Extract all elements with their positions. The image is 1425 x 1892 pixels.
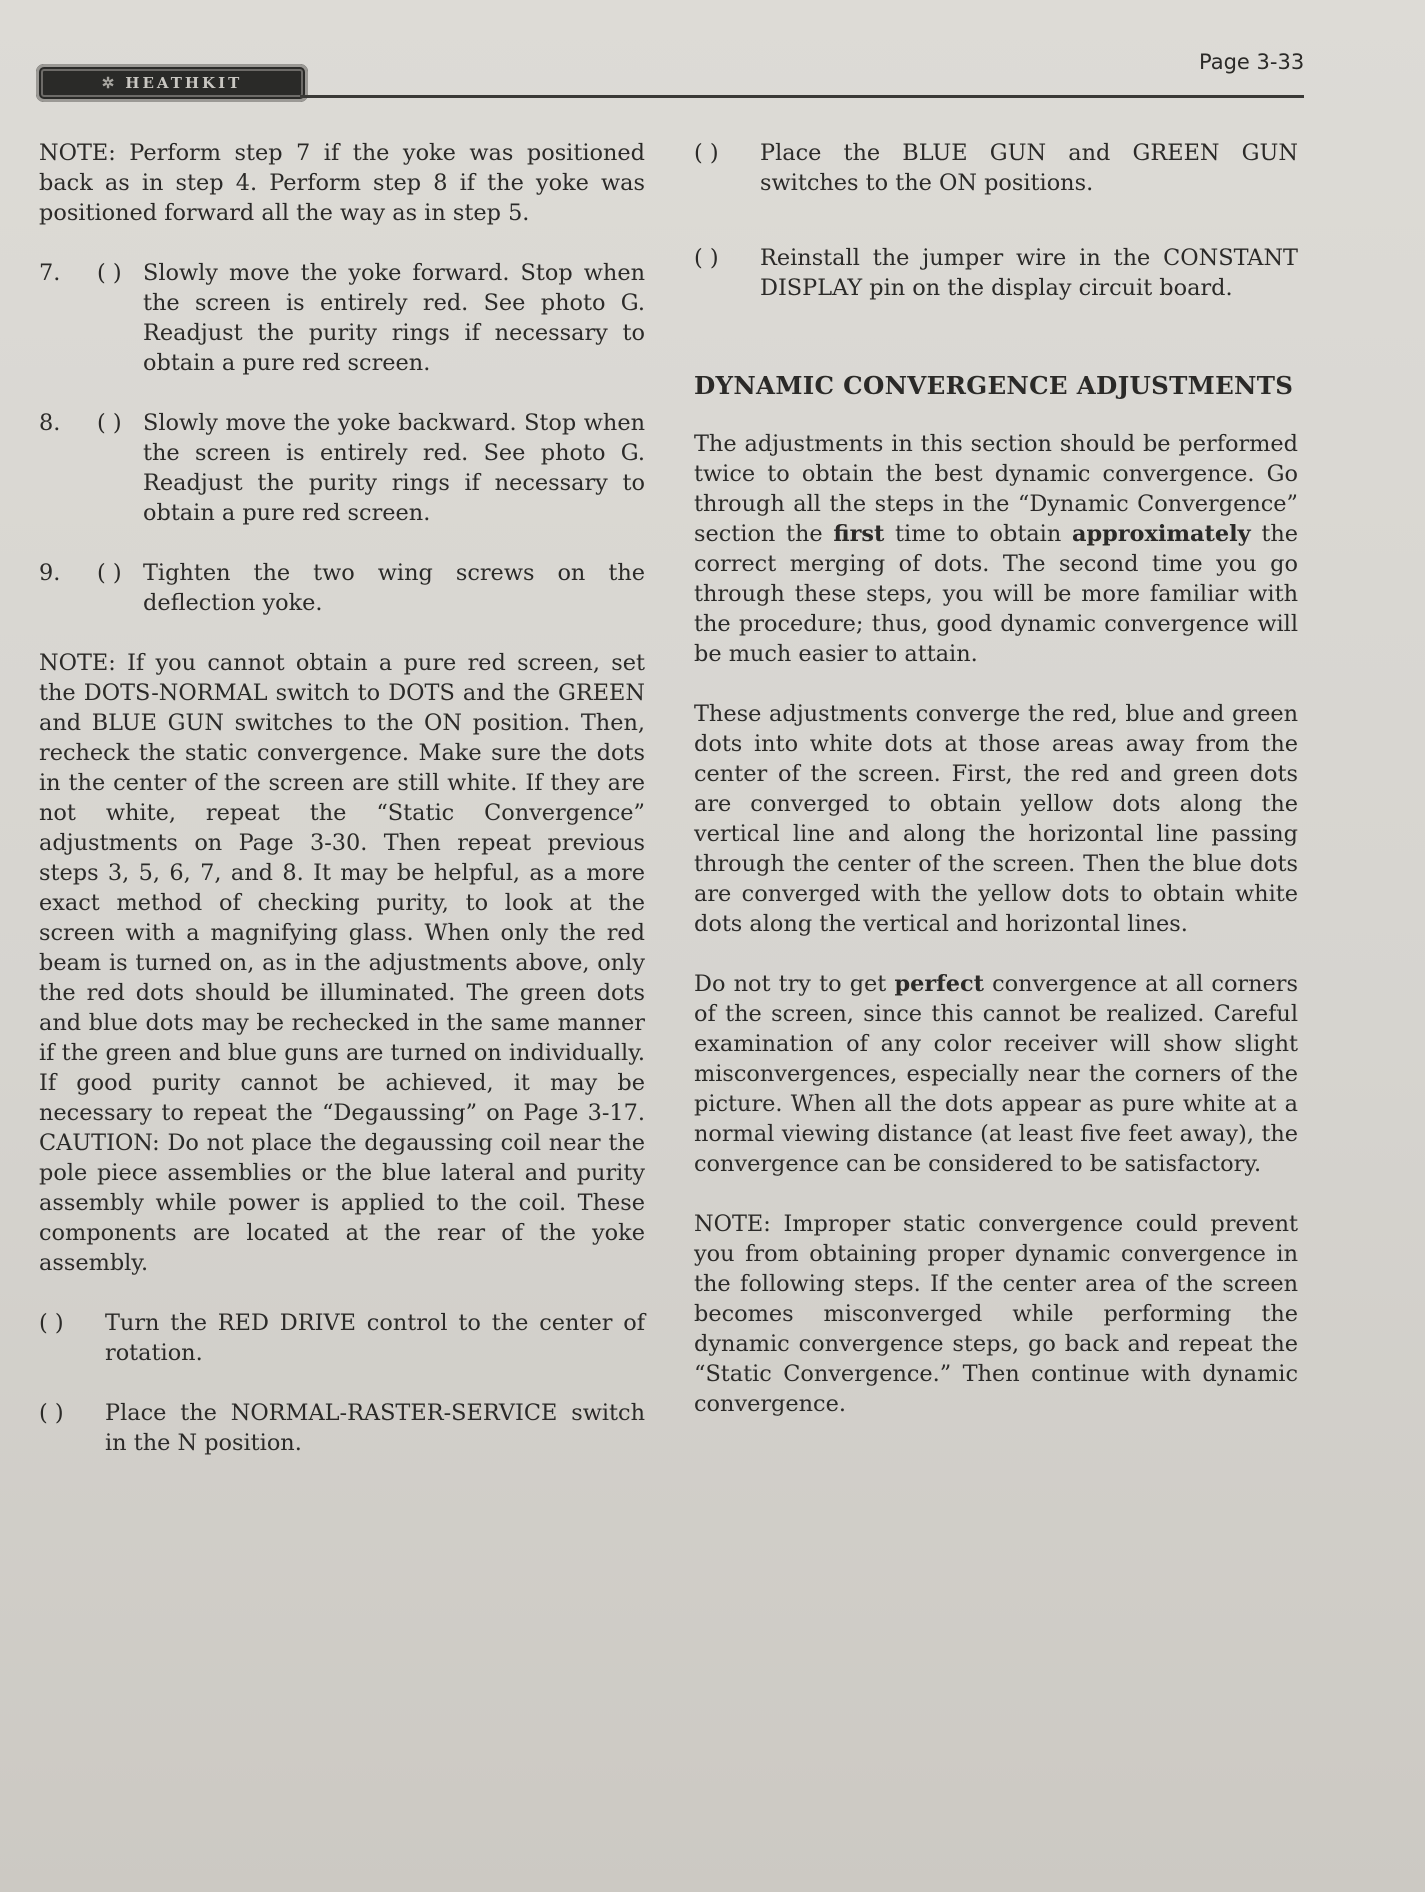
left-column [39,138,645,1458]
step-number: 7. [39,260,61,286]
note-purity: NOTE: If you cannot obtain a pure red screen, set the DOTS-NORMAL switch to DOTS and the GREEN and BLUE GUN switches to the ON position. Then, recheck the static convergence. Make sure the dots in the center of the screen are still white. If they are not white, repeat the “Static Convergence” adjustments on Page 3-30. Then repeat previous steps 3, 5, 6, 7, and 8. It may be helpful, as a more exact method of checking purity, to look at the screen with a magnifying glass. When only the red beam is turned on, as in the adjustments above, only the red dots should be illuminated. The green dots and blue dots may be rechecked in the same manner if the green and blue guns are turned on individually. If good purity cannot be achieved, it may be necessary to repeat the “Degaussing” on Page 3-17. CAUTION: Do not place the degaussing coil near the pole piece assemblies or the blue lateral and purity assembly while power is applied to the coil. These components are located at the rear of the yoke assembly. [39,650,645,1276]
step-checkbox: ( ) [39,1310,64,1336]
emphasis-perfect: perfect [894,971,984,997]
step-checkbox: ( ) [97,410,122,436]
heathkit-logo [36,64,308,102]
check-normal-raster-service [39,1398,645,1458]
step-9 [39,558,645,618]
note-yoke-position: NOTE: Perform step 7 if the yoke was positioned back as in step 4. Perform step 8 if the yoke was positioned forward all the way as in step 5. [39,140,645,226]
step-text: Slowly move the yoke backward. Stop when the screen is entirely red. See photo G. Readjust the purity rings if necessary to obtain a pure red screen. [143,410,645,526]
check-red-drive [39,1308,645,1368]
step-text: Slowly move the yoke forward. Stop when the screen is entirely red. See photo G. Readjust the purity rings if necessary to obtain a pure red screen. [143,260,645,376]
page-number: Page 3-33 [1199,50,1305,74]
step-text: Turn the RED DRIVE control to the center of rotation. [105,1310,645,1366]
emphasis-first: first [833,521,885,547]
check-jumper-wire [694,243,1298,303]
section-heading: DYNAMIC CONVERGENCE ADJUSTMENTS [694,371,1294,400]
logo-emblem-icon: ✲ [101,74,118,92]
step-8 [39,408,645,528]
step-checkbox: ( ) [97,560,122,586]
step-checkbox: ( ) [39,1400,64,1426]
right-column [694,138,1298,1419]
step-text: Place the BLUE GUN and GREEN GUN switches to the ON positions. [760,140,1298,196]
step-number: 9. [39,560,61,586]
dynamic-convergence-intro: The adjustments in this section should be performed twice to obtain the best dynamic convergence. Go through all the steps in the “Dynamic Convergence” section the first time to obtain approximately the correct merging of dots. The second time you go through these steps, you will be more familiar with the procedure; thus, good dynamic convergence will be much easier to attain. [694,431,1298,667]
step-checkbox: ( ) [97,260,122,286]
note-static-convergence: NOTE: Improper static convergence could prevent you from obtaining proper dynamic convergence in the following steps. If the center area of the screen becomes misconverged while performing the dynamic convergence steps, go back and repeat the “Static Convergence.” Then continue with dynamic convergence. [694,1211,1298,1417]
step-number: 8. [39,410,61,436]
step-checkbox: ( ) [694,245,719,271]
check-gun-switches [694,138,1298,198]
step-checkbox: ( ) [694,140,719,166]
step-7 [39,258,645,378]
emphasis-approximately: approximately [1071,521,1251,547]
convergence-description: These adjustments converge the red, blue and green dots into white dots at those areas away from the center of the screen. First, the red and green dots are converged to obtain yellow dots along the vertical line and along the horizontal line passing through the center of the screen. Then the blue dots are converged with the yellow dots to obtain white dots along the vertical and horizontal lines. [694,701,1298,937]
header-rule [300,95,1304,98]
logo-text: HEATHKIT [125,74,243,92]
step-text: Place the NORMAL-RASTER-SERVICE switch in the N position. [105,1400,645,1456]
perfect-convergence-note: Do not try to get perfect convergence at all corners of the screen, since this cannot be realized. Careful examination of any color receiver will show slight misconvergences, especially near the corners of the picture. When all the dots appear as pure white at a normal viewing distance (at least five feet away), the convergence can be considered to be satisfactory. [694,971,1298,1177]
step-text: Reinstall the jumper wire in the CONSTANT DISPLAY pin on the display circuit board. [760,245,1298,301]
step-text: Tighten the two wing screws on the deflection yoke. [143,560,645,616]
